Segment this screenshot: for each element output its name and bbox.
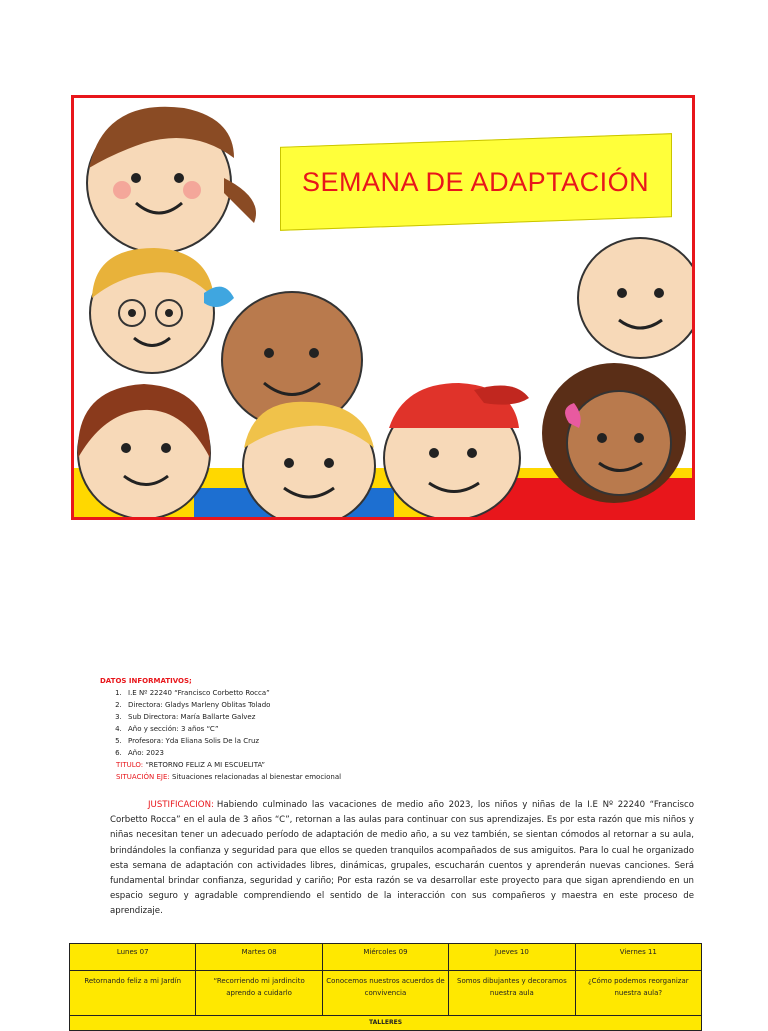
child-face-1 <box>87 107 256 253</box>
activity-cell: Conocemos nuestros acuerdos de convivencia <box>322 971 448 1016</box>
titulo-label: TITULO: <box>116 761 144 769</box>
datos-item: 3. Sub Directora: María Ballarte Galvez <box>124 711 700 723</box>
child-face-4 <box>78 384 210 517</box>
child-face-7 <box>578 238 692 358</box>
talleres-cell: TALLERES <box>70 1016 702 1031</box>
schedule-activities-row <box>70 971 702 1016</box>
schedule-table <box>69 943 702 1031</box>
datos-item: 4. Año y sección: 3 años “C” <box>124 723 700 735</box>
datos-informativos <box>100 675 700 783</box>
activity-cell: “Recorriendo mi jardincito aprendo a cuidarlo <box>196 971 322 1016</box>
cover-illustration <box>71 95 695 520</box>
day-cell: Jueves 10 <box>449 944 575 971</box>
activity-cell: ¿Cómo podemos reorganizar nuestra aula? <box>575 971 701 1016</box>
eje-label: SITUACIÓN EJE: <box>116 773 170 781</box>
datos-list <box>100 687 700 759</box>
day-cell: Lunes 07 <box>70 944 196 971</box>
titulo-line <box>100 759 700 771</box>
eje-value: Situaciones relacionadas al bienestar emocional <box>172 773 342 781</box>
day-cell: Martes 08 <box>196 944 322 971</box>
title-banner <box>280 133 672 231</box>
child-face-8 <box>542 363 686 503</box>
datos-item: 1. I.E Nº 22240 “Francisco Corbetto Rocca” <box>124 687 700 699</box>
child-face-5 <box>243 402 375 517</box>
titulo-value: “RETORNO FELIZ A MI ESCUELITA” <box>145 761 266 769</box>
schedule-days-row <box>70 944 702 971</box>
eje-line <box>100 771 700 783</box>
day-cell: Viernes 11 <box>575 944 701 971</box>
justificacion-text: Habiendo culminado las vacaciones de medio año 2023, los niños y niñas de la I.E Nº 22240 “Francisco Corbetto Rocca” en el aula de 3 años “C”, retornan a las aulas para continuar con sus aprendizajes. Es por esta razón que mis niños y niñas necesitan tener un adecuado período de adaptación de medio año, a su vez también, se sientan cómodos al retornar a su aula, brindándoles la confianza y seguridad para que ellos se queden tranquilos acompañados de sus amiguitos. Para lo cual he organizado esta semana de adaptación con actividades libres, dinámicas, grupales, escucharán cuentos y aprenderán nuevas canciones. Será fundamental brindar confianza, seguridad y cariño; Por esta razón se va desarrollar este proyecto para que sigan aprendiendo en un espacio seguro y agradable comprendiendo el sentido de la interacción con sus compañeros y maestra en este proceso de aprendizaje. <box>110 800 694 917</box>
day-cell: Miércoles 09 <box>322 944 448 971</box>
datos-item: 6. Año: 2023 <box>124 747 700 759</box>
justificacion-paragraph <box>110 798 694 920</box>
activity-cell: Somos dibujantes y decoramos nuestra aula <box>449 971 575 1016</box>
datos-item: 2. Directora: Gladys Marleny Oblitas Tolado <box>124 699 700 711</box>
schedule-talleres-row <box>70 1016 702 1031</box>
justificacion-label: JUSTIFICACION: <box>148 800 214 810</box>
cover-title: SEMANA DE ADAPTACIÓN <box>302 166 650 197</box>
child-face-2 <box>90 248 234 373</box>
datos-heading: DATOS INFORMATIVOS; <box>100 677 192 685</box>
datos-item: 5. Profesora: Yda Eliana Solis De la Cruz <box>124 735 700 747</box>
activity-cell: Retornando feliz a mi Jardín <box>70 971 196 1016</box>
